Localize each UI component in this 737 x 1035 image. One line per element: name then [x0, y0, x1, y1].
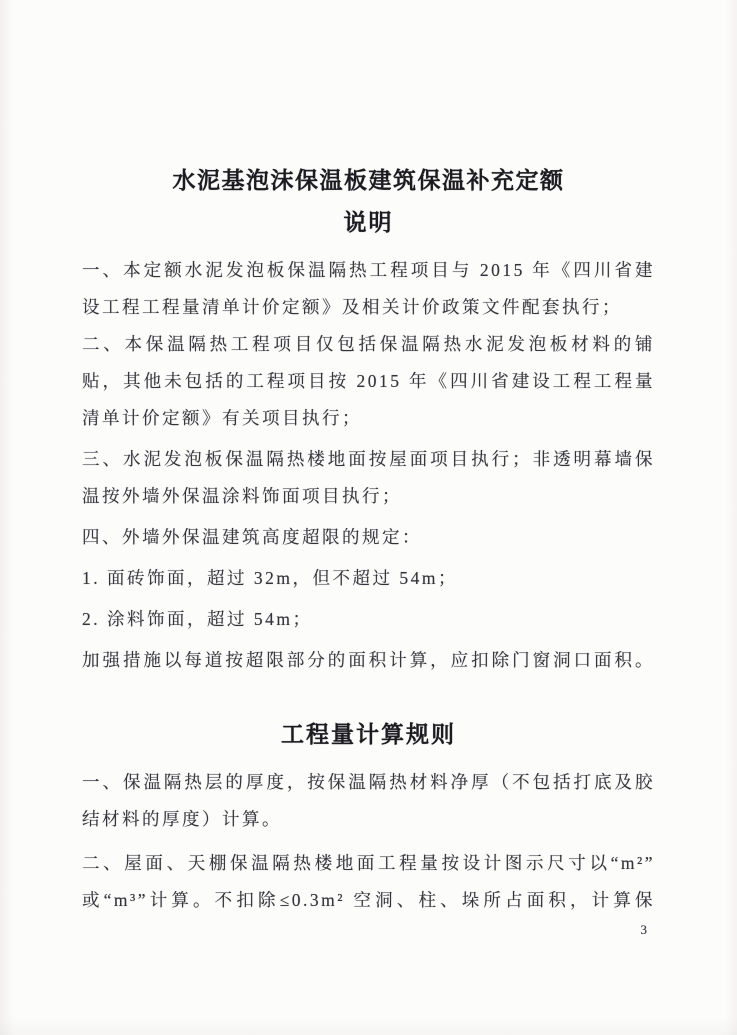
text-line: 贴，其他未包括的工程项目按 2015 年《四川省建设工程工程量 [82, 371, 655, 392]
text-line: 设工程工程量清单计价定额》及相关计价政策文件配套执行； [82, 297, 622, 318]
section-body-notes [82, 252, 655, 679]
section-heading-calculation-rules: 工程量计算规则 [281, 722, 456, 748]
section-heading-notes: 说明 [343, 210, 394, 236]
text-line: 四、外墙外保温建筑高度超限的规定： [82, 527, 422, 548]
text-line: 温按外墙外保温涂料饰面项目执行； [82, 486, 402, 507]
section-body-calculation-rules [82, 764, 655, 919]
text-line: 二、本保温隔热工程项目仅包括保温隔热水泥发泡板材料的铺 [82, 334, 655, 355]
text-line: 或“m³”计算。不扣除≤0.3m² 空洞、柱、垛所占面积，计算保 [82, 889, 655, 910]
text-line: 三、水泥发泡板保温隔热楼地面按屋面项目执行；非透明幕墙保 [82, 449, 655, 470]
text-line: 加强措施以每道按超限部分的面积计算，应扣除门窗洞口面积。 [82, 650, 655, 671]
text-line: 一、保温隔热层的厚度，按保温隔热材料净厚（不包括打底及胶 [82, 771, 655, 792]
text-line: 1. 面砖饰面，超过 32m，但不超过 54m； [82, 568, 458, 589]
text-line: 2. 涂料饰面，超过 54m； [82, 609, 313, 630]
document-title: 水泥基泡沫保温板建筑保温补充定额 [172, 168, 565, 193]
text-line: 清单计价定额》有关项目执行； [82, 408, 362, 429]
text-line: 结材料的厚度）计算。 [82, 808, 282, 829]
text-line: 二、屋面、天棚保温隔热楼地面工程量按设计图示尺寸以“m²” [82, 852, 655, 873]
text-line: 一、本定额水泥发泡板保温隔热工程项目与 2015 年《四川省建 [82, 260, 655, 281]
page-number: 3 [640, 922, 647, 937]
